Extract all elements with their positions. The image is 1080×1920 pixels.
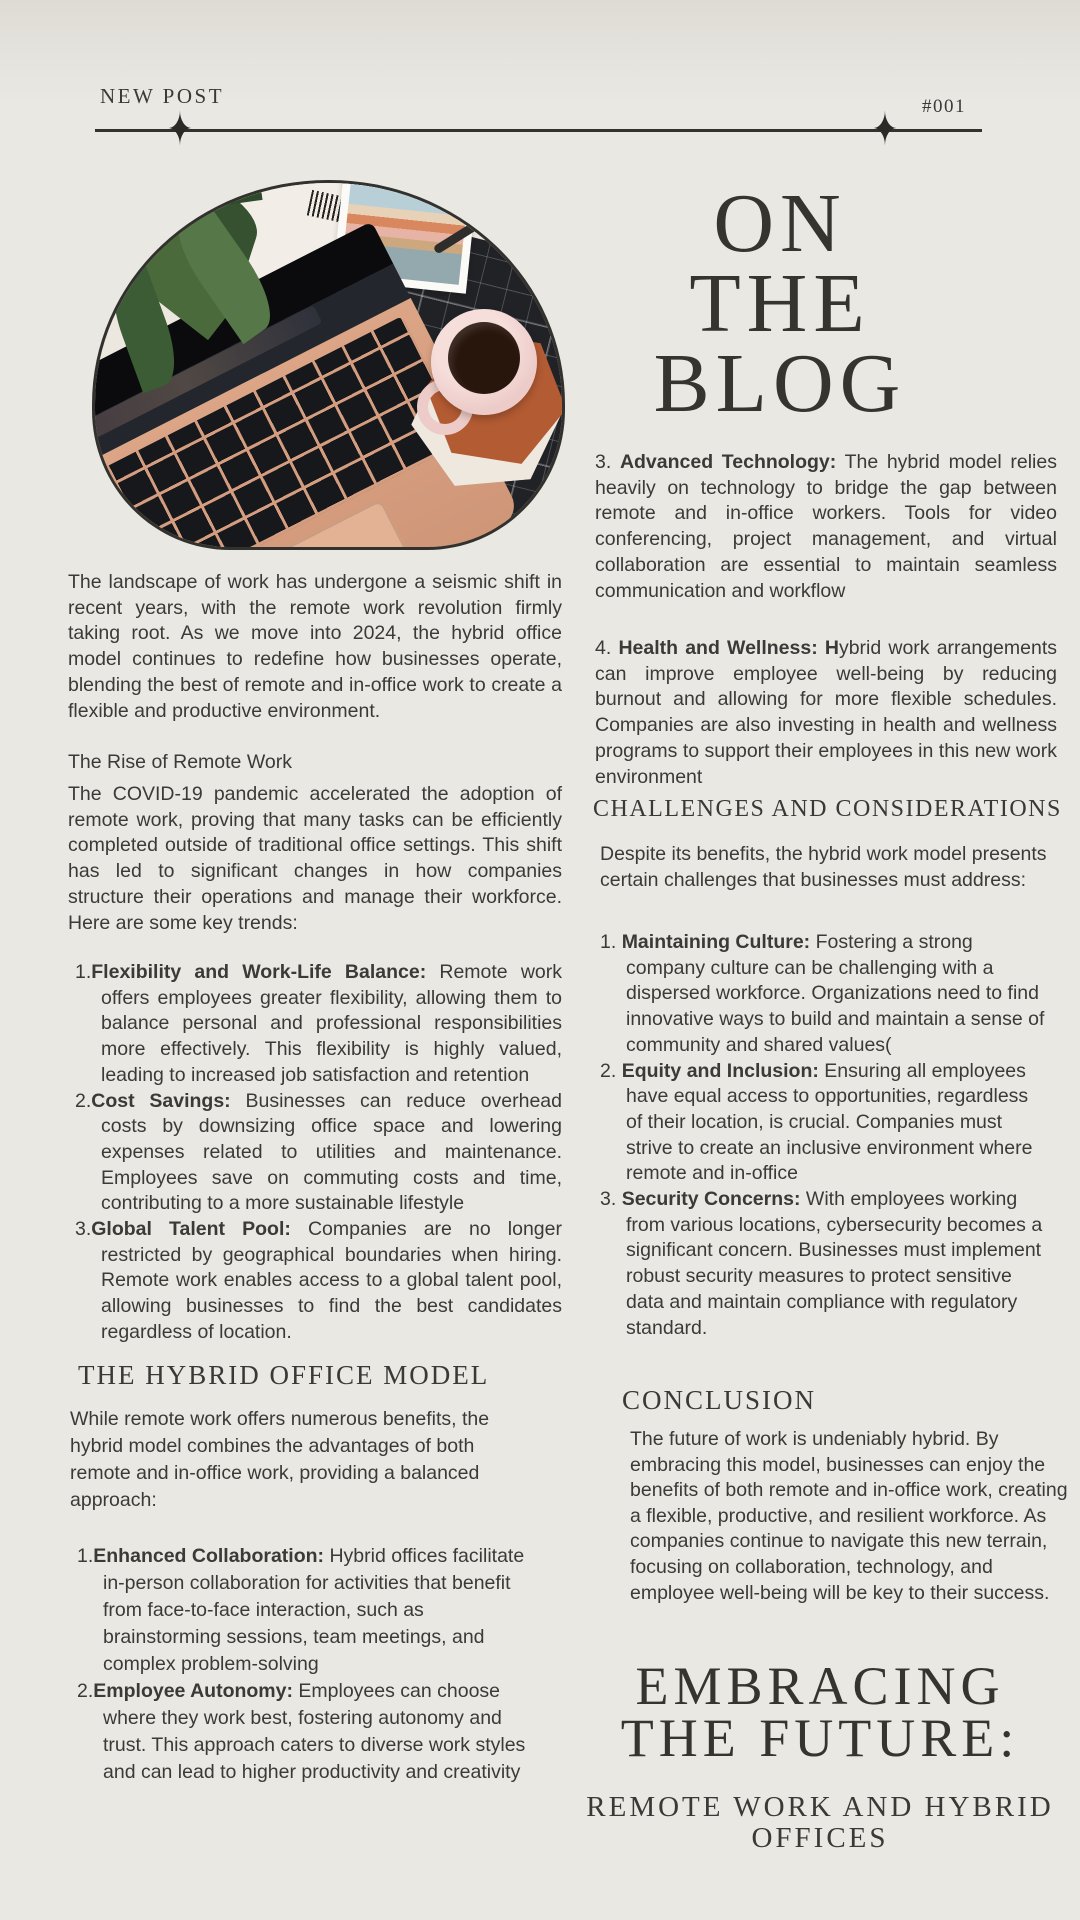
list-item [70,1678,530,1786]
list-number: 1. [600,931,617,953]
list-text: Ensuring all employees have equal access to opportunities, regardless of their location, is crucial. Companies must strive to create an inclusive environment where remote and in-office [626,1059,1033,1185]
list-item [68,1217,562,1346]
list-text: With employees working from various locations, cybersecurity becomes a significant concern. Businesses must implement robust security measures to protect sensitive data and maintain compliance with regulatory standard. [626,1188,1043,1339]
list-number: 2. [77,1680,94,1702]
list-item [68,960,562,1089]
rise-paragraph: The COVID-19 pandemic accelerated the adoption of remote work, proving that many tasks can be efficiently completed outside of traditional office settings. This shift has led to significant changes in how companies structure their operations and manage their workforce. Here are some key trends: [68,783,562,934]
blog-title-line: BLOG [653,337,907,430]
issue-number: #001 [922,96,966,117]
footer-subtitle-line: OFFICES [751,1822,889,1854]
list-number: 2. [600,1059,617,1082]
conclusion-paragraph: The future of work is undeniably hybrid. By embracing this model, businesses can enjoy the benefits of both remote and in-office work, creating a flexible, productive, and resilient workforce. As companies continue to navigate this new terrain, focusing on collaboration, technology, and employee well-being will be key to their success. [630,1428,1068,1604]
photo-coffee [448,322,520,394]
blog-title-line: ON [713,177,847,270]
hybrid-list [70,1543,530,1786]
challenges-intro: Despite its benefits, the hybrid work model presents certain challenges that businesses must address: [600,843,1047,891]
list-item [68,1089,562,1218]
photo-coffee-mug [431,309,537,415]
list-term: Advanced Technology: [619,451,837,473]
blog-title [565,177,995,430]
list-term: Enhanced Collaboration: [93,1545,325,1567]
footer-title-line: EMBRACING [635,1656,1005,1716]
list-term: Maintaining Culture: [621,931,811,953]
footer-title-line: THE FUTURE: [620,1708,1020,1768]
list-term: Global Talent Pool: [91,1218,291,1241]
sparkle-icon: ✦ [167,103,193,158]
header-divider [95,129,982,132]
sparkle-icon: ✦ [872,103,898,158]
wellness-paragraph [595,636,1057,790]
hybrid-heading: THE HYBRID OFFICE MODEL [78,1360,490,1390]
challenges-list [600,930,1048,1341]
list-term: Health and Wellness: H [618,637,839,659]
footer-title [540,1656,1080,1768]
list-number: 1. [75,961,92,983]
rise-subheading: The Rise of Remote Work [68,751,292,773]
list-number: 3. [600,1188,617,1211]
trends-list [68,960,562,1346]
list-term: Employee Autonomy: [93,1680,293,1702]
blog-title-line: THE [689,257,871,350]
list-text: Fostering a strong company culture can be challenging with a dispersed workforce. Organizations need to find innovative ways to build and maintain a sense of community and shared values( [626,931,1045,1056]
list-term: Security Concerns: [621,1188,801,1211]
list-text: Companies are no longer restricted by geographical boundaries when hiring. Remote work enables access to a global talent pool, allowing businesses to find the best candidates regardless of location. [101,1218,562,1343]
challenges-heading: CHALLENGES AND CONSIDERATIONS [593,796,1062,822]
intro-paragraph: The landscape of work has undergone a seismic shift in recent years, with the remote work revolution firmly taking root. As we move into 2024, the hybrid office model continues to redefine how businesses operate, blending the best of remote and in-office work to create a flexible and productive environment. [68,571,562,722]
list-item [600,930,1048,1059]
hybrid-intro: While remote work offers numerous benefits, the hybrid model combines the advantages of both remote and in-office work, providing a balanced approach: [70,1408,490,1511]
list-text: Hybrid offices facilitate in-person collaboration for activities that benefit from face-to-face interaction, such as brainstorming sessions, team meetings, and complex problem-solving [103,1545,525,1675]
list-number: 3. [75,1218,92,1241]
footer-subtitle [540,1792,1080,1854]
list-number: 1. [77,1545,94,1567]
list-text: Employees can choose where they work best, fostering autonomy and trust. This approach caters to diverse work styles and can lead to higher productivity and creativity [103,1680,526,1783]
list-term: Equity and Inclusion: [621,1059,819,1082]
list-term: Cost Savings: [91,1089,231,1112]
new-post-label: NEW POST [100,84,225,108]
list-number: 3. [595,451,612,473]
list-item [600,1059,1048,1188]
list-number: 2. [75,1089,92,1112]
technology-paragraph [595,450,1057,604]
workspace-photo [92,180,565,550]
list-item [70,1543,530,1678]
conclusion-heading: CONCLUSION [622,1385,817,1415]
footer-subtitle-line: REMOTE WORK AND HYBRID [586,1791,1054,1823]
list-term: Flexibility and Work-Life Balance: [91,961,427,983]
list-text: Remote work offers employees greater flexibility, allowing them to balance personal and professional responsibilities more effectively. This flexibility is highly valued, leading to increased job satisfaction and retention [101,961,562,1086]
list-number: 4. [595,637,612,659]
list-text: Businesses can reduce overhead costs by downsizing office space and lowering expenses related to utilities and maintenance. Employees save on commuting costs and time, contributing to a more sustainable lifestyle [101,1089,563,1215]
list-item [600,1187,1048,1341]
list-text: ybrid work arrangements can improve employee well-being by reducing burnout and allowing for more flexible schedules. Companies are also investing in health and wellness programs to support their employees in this new work environment [595,637,1058,788]
list-text: The hybrid model relies heavily on technology to bridge the gap between remote and in-office workers. Tools for video conferencing, project management, and virtual collaboration are essential to maintain seamless communication and workflow [595,451,1057,602]
